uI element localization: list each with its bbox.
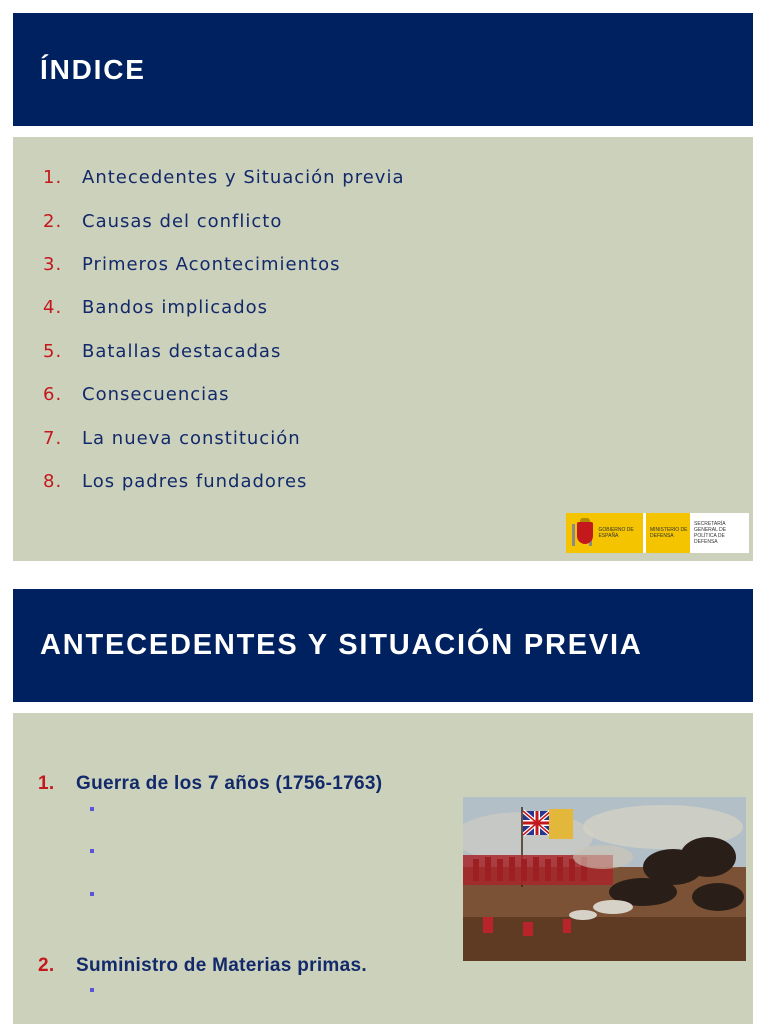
- slide2-title: ANTECEDENTES Y SITUACIÓN PREVIA: [40, 629, 643, 661]
- battle-scene-icon: [463, 797, 746, 961]
- item-label: Los padres fundadores: [82, 470, 308, 492]
- list-item: [43, 373, 405, 416]
- item-label: Primeros Acontecimientos: [82, 253, 341, 275]
- item-label: Batallas destacadas: [82, 340, 282, 362]
- slide1-title-banner: [13, 13, 753, 126]
- sub-bullet-icon: [90, 892, 94, 896]
- slide2-title-banner: [13, 589, 753, 702]
- slide1-content-panel: [13, 137, 753, 561]
- item-label: La nueva constitución: [82, 427, 301, 449]
- point-item: [38, 955, 367, 977]
- item-label: Bandos implicados: [82, 297, 269, 319]
- item-label: Causas del conflicto: [82, 210, 283, 232]
- item-number: 2.: [43, 210, 63, 232]
- item-number: 4.: [43, 297, 63, 319]
- logo-text-gobierno: GOBIERNO DE ESPAÑA: [598, 527, 634, 539]
- slide1-title: ÍNDICE: [40, 53, 146, 85]
- battle-painting-image: [463, 797, 746, 961]
- logo-text-ministerio: MINISTERIO DE DEFENSA: [646, 513, 690, 553]
- list-item: [43, 286, 405, 329]
- point-label: Guerra de los 7 años (1756-1763): [76, 773, 383, 794]
- item-number: 7.: [43, 427, 63, 449]
- logo-segment-gobierno: [566, 513, 643, 553]
- point-number: 2.: [38, 955, 55, 976]
- coat-of-arms-icon: [572, 518, 592, 548]
- list-item: [43, 460, 405, 503]
- index-list: [43, 156, 405, 503]
- point-number: 1.: [38, 773, 55, 794]
- item-label: Antecedentes y Situación previa: [82, 167, 405, 189]
- list-item: [43, 243, 405, 286]
- list-item: [43, 156, 405, 199]
- item-number: 6.: [43, 384, 63, 406]
- item-number: 3.: [43, 253, 63, 275]
- logo-text-secretaria: SECRETARÍA GENERAL DE POLÍTICA DE DEFENSA: [694, 521, 727, 545]
- sub-bullet-icon: [90, 988, 94, 992]
- government-logo: [566, 513, 749, 553]
- sub-bullet-icon: [90, 849, 94, 853]
- slide2-content-panel: [13, 713, 753, 1024]
- item-number: 1.: [43, 167, 63, 189]
- point-item: [38, 773, 382, 795]
- item-number: 5.: [43, 340, 63, 362]
- sub-bullet-icon: [90, 807, 94, 811]
- item-label: Consecuencias: [82, 384, 230, 406]
- list-item: [43, 330, 405, 373]
- list-item: [43, 416, 405, 459]
- list-item: [43, 199, 405, 242]
- item-number: 8.: [43, 470, 63, 492]
- point-label: Suministro de Materias primas.: [76, 955, 367, 976]
